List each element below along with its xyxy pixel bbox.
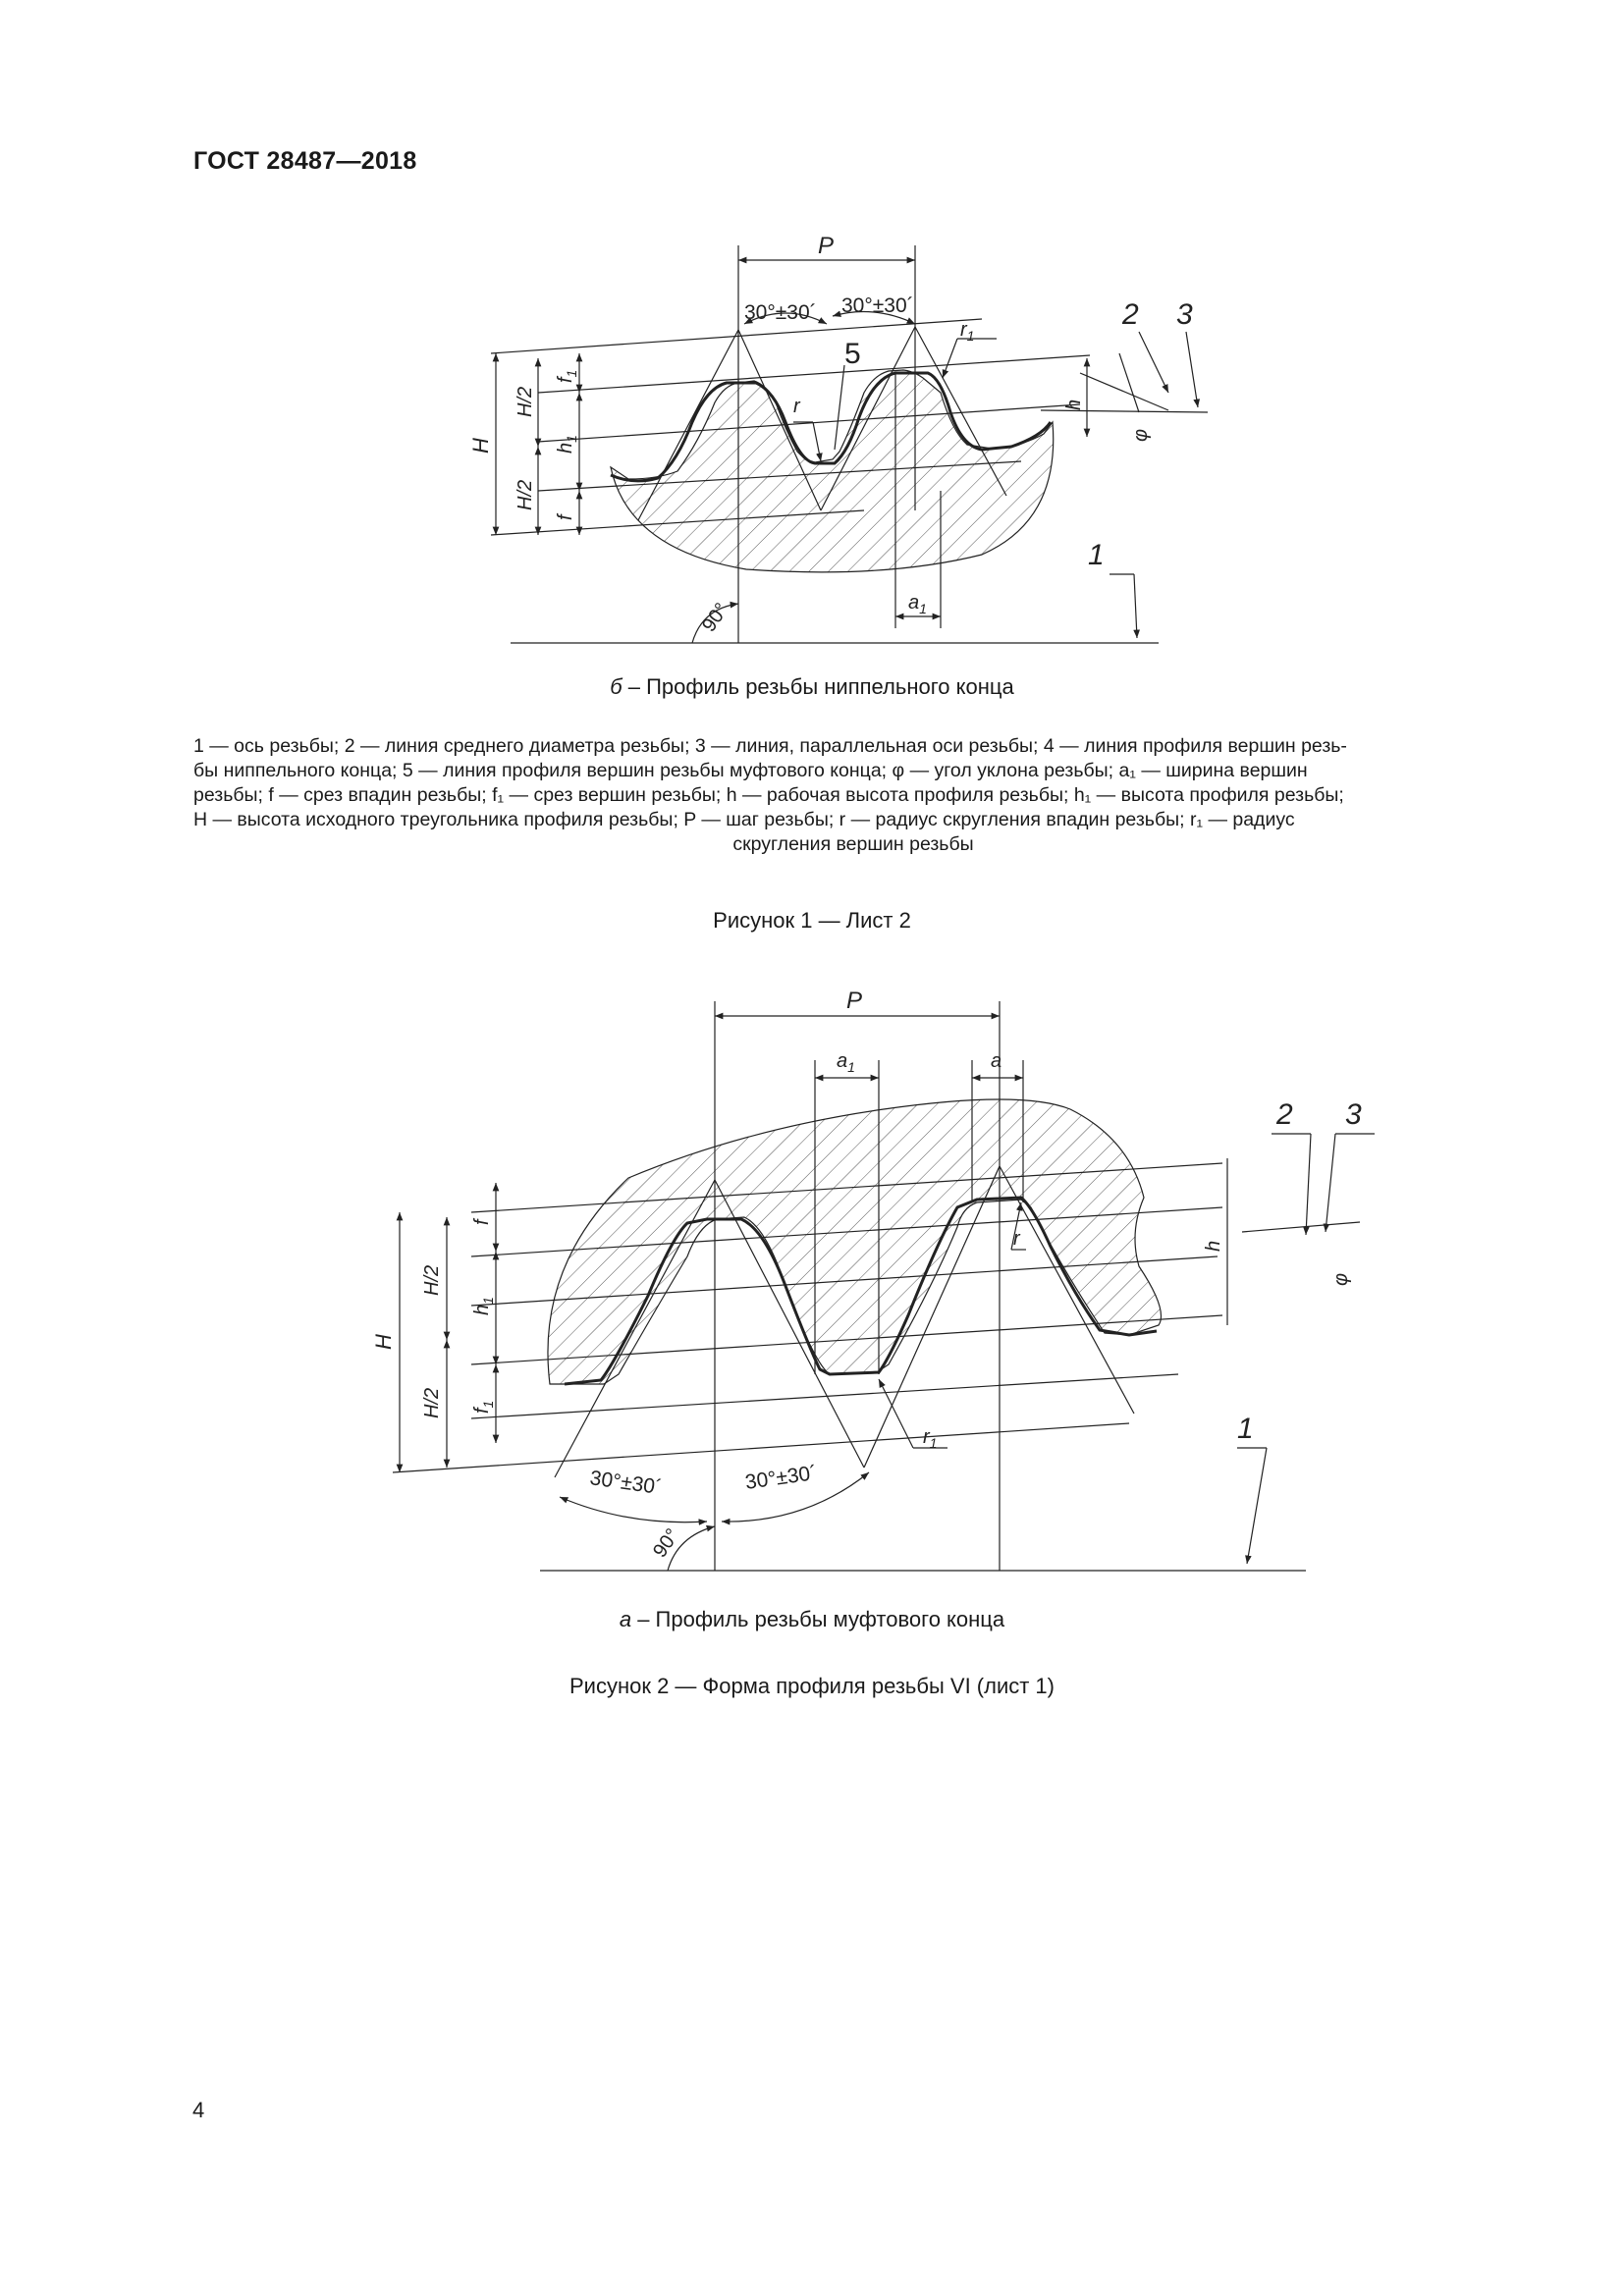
fig2-label-1: 1 bbox=[1237, 1413, 1254, 1445]
legend-line: бы ниппельного конца; 5 — линия профиля вершин резьбы муфтового конца; φ — угол уклона резьбы; a₁ — ширина вершин bbox=[193, 760, 1308, 781]
fig1-label-P: P bbox=[818, 233, 835, 259]
fig2-label-P: P bbox=[846, 988, 863, 1014]
fig1-label-angle-left: 30°±30´ bbox=[744, 301, 817, 324]
figure-1-caption: Рисунок 1 — Лист 2 bbox=[713, 908, 911, 933]
fig1-label-phi: φ bbox=[1130, 428, 1152, 442]
fig1-label-90: 90° bbox=[698, 599, 733, 636]
page-number: 4 bbox=[192, 2098, 205, 2122]
fig2-label-2: 2 bbox=[1276, 1098, 1293, 1131]
fig1-label-f1: $f_1$ bbox=[555, 369, 579, 383]
fig1-label-H: H bbox=[468, 438, 493, 454]
fig1-label-h: h bbox=[1063, 399, 1085, 410]
figure-1-subcaption: б – Профиль резьбы ниппельного конца bbox=[610, 674, 1014, 699]
fig2-label-angle-right: 30°±30´ bbox=[743, 1461, 819, 1494]
fig2-label-H2-bottom: H/2 bbox=[421, 1387, 443, 1418]
fig2-label-f1: $f_1$ bbox=[471, 1400, 496, 1414]
coupling-thread-body bbox=[548, 1099, 1162, 1384]
fig2-label-a1: $a_1$ bbox=[837, 1050, 855, 1075]
nipple-thread-body bbox=[611, 370, 1054, 572]
fig1-label-1: 1 bbox=[1088, 539, 1105, 571]
fig2-label-3: 3 bbox=[1345, 1098, 1362, 1131]
fig1-label-r: r bbox=[793, 396, 800, 417]
fig1-label-a1: $a_1$ bbox=[908, 592, 927, 616]
fig1-label-H2-bottom: H/2 bbox=[514, 479, 536, 510]
figure-1-legend bbox=[193, 734, 1513, 857]
fig1-label-f: f bbox=[555, 514, 576, 520]
figure-1-drawing bbox=[0, 0, 1624, 707]
fig1-label-2: 2 bbox=[1122, 298, 1139, 331]
fig1-label-3: 3 bbox=[1176, 298, 1193, 331]
fig2-label-90: 90° bbox=[649, 1524, 684, 1562]
fig2-label-f: f bbox=[471, 1219, 493, 1225]
legend-line: 1 — ось резьбы; 2 — линия среднего диаметра резьбы; 3 — линия, параллельная оси резьбы; 4 — линия профиля вершин резь- bbox=[193, 735, 1347, 757]
fig2-label-H2-top: H/2 bbox=[421, 1264, 443, 1296]
legend-line: резьбы; f — срез впадин резьбы; f₁ — срез вершин резьбы; h — рабочая высота профиля резьбы; h₁ — высота профиля резьбы; bbox=[193, 784, 1344, 806]
fig2-label-a: a bbox=[991, 1050, 1002, 1072]
fig2-label-H: H bbox=[371, 1334, 396, 1350]
fig2-label-h1: $h_1$ bbox=[471, 1297, 496, 1315]
figure-2-subcaption: а – Профиль резьбы муфтового конца bbox=[619, 1607, 1005, 1631]
legend-line: H — высота исходного треугольника профиля резьбы; P — шаг резьбы; r — радиус скругления впадин резьбы; r₁ — радиус bbox=[193, 809, 1295, 830]
fig1-label-r1: $r_1$ bbox=[960, 319, 975, 344]
fig1-label-H2-top: H/2 bbox=[514, 386, 536, 417]
figure-2-drawing bbox=[0, 972, 1624, 1600]
document-header: ГОСТ 28487—2018 bbox=[193, 147, 417, 175]
fig2-label-r: r bbox=[1013, 1228, 1020, 1250]
fig2-label-phi: φ bbox=[1330, 1272, 1352, 1286]
fig2-label-r1: $r_1$ bbox=[923, 1426, 938, 1451]
fig2-label-angle-left: 30°±30´ bbox=[588, 1467, 664, 1500]
fig1-label-5: 5 bbox=[844, 338, 861, 370]
fig2-label-h: h bbox=[1203, 1240, 1224, 1252]
fig1-label-h1: $h_1$ bbox=[555, 435, 579, 454]
legend-line: скругления вершин резьбы bbox=[732, 833, 974, 855]
figure-2-caption: Рисунок 2 — Форма профиля резьбы VI (лист 1) bbox=[568, 1674, 1055, 1698]
fig1-label-angle-right: 30°±30´ bbox=[841, 294, 914, 317]
